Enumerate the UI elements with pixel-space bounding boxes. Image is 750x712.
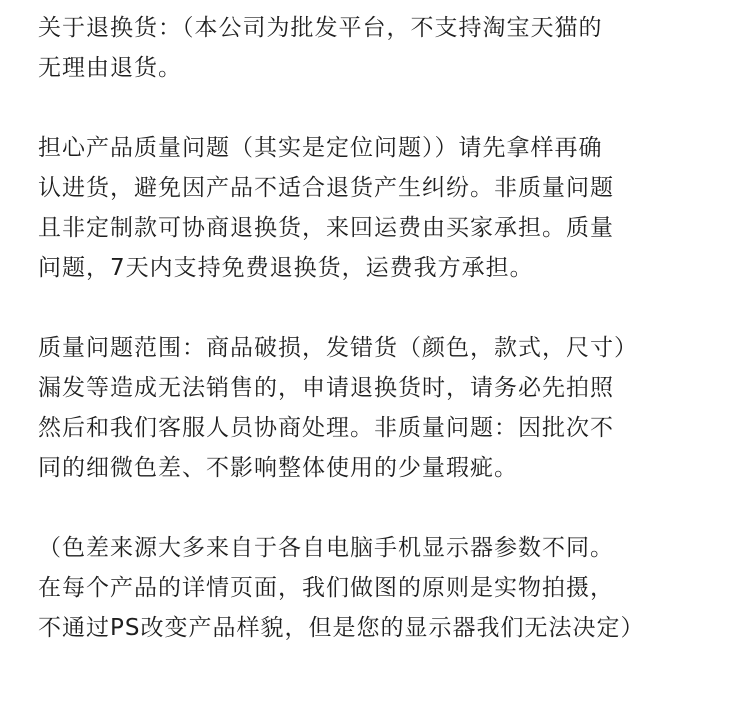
text-line: 担心产品质量问题（其实是定位问题））请先拿样再确 <box>38 135 603 161</box>
text-line: 不通过PS改变产品样貌，但是您的显示器我们无法决定） <box>38 615 645 641</box>
text-line: 同的细微色差、不影响整体使用的少量瑕疵。 <box>38 455 518 481</box>
text-line: 认进货，避免因产品不适合退货产生纠纷。非质量问题 <box>38 175 614 201</box>
text-line: 漏发等造成无法销售的，申请退换货时，请务必先拍照 <box>38 375 614 401</box>
quality-scope-paragraph <box>38 328 730 488</box>
text-line: 关于退换货：（本公司为批发平台，不支持淘宝天猫的 <box>38 15 603 41</box>
color-difference-note <box>38 528 730 648</box>
return-policy-intro <box>38 8 730 88</box>
text-line: （色差来源大多来自于各自电脑手机显示器参数不同。 <box>38 535 614 561</box>
paragraph-spacer <box>38 488 730 528</box>
text-line: 问题，7天内支持免费退换货，运费我方承担。 <box>38 255 534 281</box>
text-line: 且非定制款可协商退换货，来回运费由买家承担。质量 <box>38 215 614 241</box>
text-line: 在每个产品的详情页面，我们做图的原则是实物拍摄， <box>38 575 614 601</box>
quality-concern-paragraph <box>38 128 730 288</box>
text-line: 无理由退货。 <box>38 55 182 81</box>
text-line: 质量问题范围：商品破损，发错货（颜色，款式，尺寸） <box>38 335 638 361</box>
text-line: 然后和我们客服人员协商处理。非质量问题：因批次不 <box>38 415 614 441</box>
paragraph-spacer <box>38 288 730 328</box>
paragraph-spacer <box>38 88 730 128</box>
